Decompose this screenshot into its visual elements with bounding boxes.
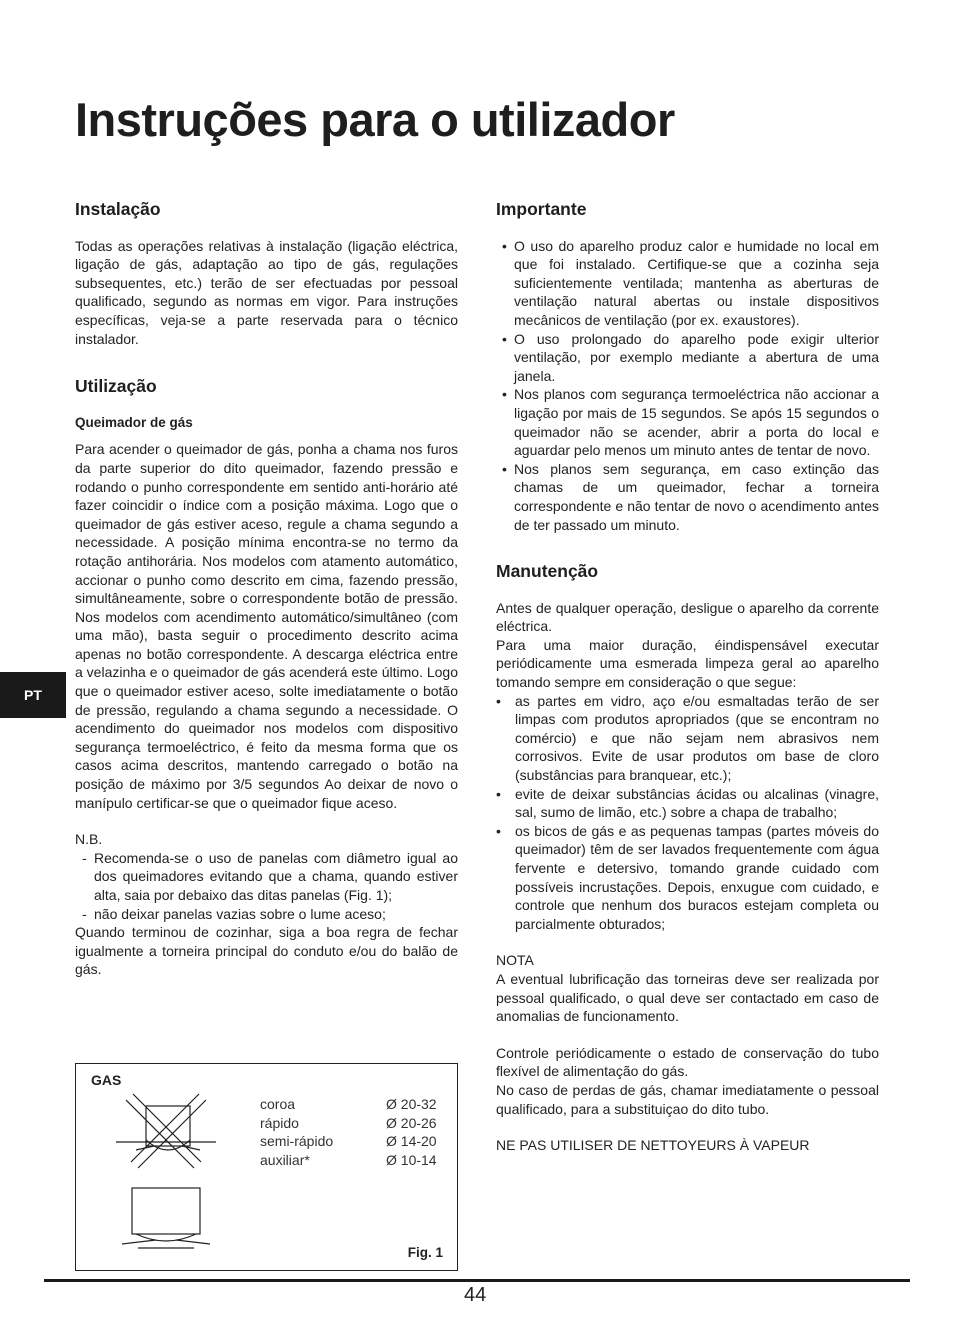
closing-text: Quando terminou de cozinhar, siga a boa regra de fechar igualmente a torneira principal do conduto e/ou do balão de gás. [75,924,458,978]
important-item: • O uso prolongado do aparelho pode exigir ulterior ventilação, por exemplo mediante a abertura de uma janela. [496,330,879,386]
burner-name: semi-rápido [260,1133,334,1150]
maintenance-item: • os bicos de gás e as pequenas tampas (partes móveis do queimador) têm de ser lavados frequentemente com água fervente e detersivo, tomando grande cuidado com possíveis incrustações. Depois, enxugue com cuidado, e controle que nenhum dos buracos estejam completa ou parcialmente obturados; [496,822,879,934]
burner-pan-illustration [76,1064,256,1270]
maintenance-list [496,692,879,934]
important-item: • O uso do aparelho produz calor e humidade no local em que foi instalado. Certifique-se que a cozinha seja suficientemente ventilada; mantenha as aberturas de ventilação natural abertas ou instale dispositivos mecânicos de ventilação (por ex. exaustores). [496,237,879,330]
control-text-1: Controle periódicamente o estado de conservação do tubo flexível de alimentação do gás. [496,1044,879,1080]
right-column [496,200,879,1155]
burner-row [260,1151,444,1170]
burner-row [260,1095,444,1114]
burner-row [260,1132,444,1151]
burner-diameter-table [260,1095,444,1169]
burner-diameter: Ø 10-14 [386,1151,437,1168]
burner-diameter: Ø 14-20 [386,1133,437,1150]
nota-label: NOTA [496,952,534,969]
maintenance-heading: Manutenção [496,561,599,582]
nota-text: A eventual lubrificação das torneiras deve ser realizada por pessoal qualificado, o qual deve ser contactado em caso de anomalias de funcionamento. [496,970,879,1025]
important-item: • Nos planos sem segurança, em caso extinção das chamas de um queimador, fechar a torneira correspondente e não tentar de novo o acendimento antes de ter passado um minuto. [496,460,879,534]
footer-rule [44,1279,910,1282]
burner-diameter: Ø 20-32 [386,1096,437,1112]
nb-list [75,849,458,923]
important-item: • Nos planos com segurança termoeléctrica não accionar a ligação por mais de 15 segundos. Se após 15 segundos o queimador não se acender, abrir a porta do local e aguardar pelo menos um minuto antes de tentar de novo. [496,385,879,459]
use-heading: Utilização [75,376,157,397]
page-title: Instruções para o utilizador [75,93,675,146]
installation-heading: Instalação [75,199,161,219]
burner-row [260,1114,444,1133]
nb-item: - não deixar panelas vazias sobre o lume aceso; [75,905,458,924]
maintenance-intro-2: Para uma maior duração, éindispensável executar periódicamente uma esmerada limpeza geral ao aparelho tomando sempre em consideração o que segue: [496,636,879,691]
left-column [75,200,458,979]
maintenance-intro-1: Antes de qualquer operação, desligue o aparelho da corrente eléctrica. [496,599,879,635]
steam-warning: NE PAS UTILISER DE NETTOYEURS À VAPEUR [496,1137,810,1154]
nb-item: - Recomenda-se o uso de panelas com diâmetro igual ao dos queimadores evitando que a chama, quando estiver alta, saia por debaixo das ditas panelas (Fig. 1); [75,849,458,905]
page-number: 44 [464,1284,487,1306]
nb-label: N.B. [75,831,103,848]
figure-caption: Fig. 1 [407,1245,443,1260]
maintenance-item: • evite de deixar substâncias ácidas ou alcalinas (vinagre, sal, sumo de limão, etc.) sobre a chapa de trabalho; [496,785,879,822]
maintenance-item: • as partes em vidro, aço e/ou esmaltadas terão de ser limpas com produtos apropriados (que se encontram no comércio) e que não sejam nem abrasivos nem corrosivos. Evite de usar produtos om base de cloro (substâncias para branquear, etc.); [496,692,879,785]
figure-title: GAS [91,1072,122,1088]
burner-name: rápido [260,1114,299,1131]
figure-gas-burners [75,1063,458,1271]
control-text-2: No caso de perdas de gás, chamar imediatamente o pessoal qualificado, para a substituiçao do dito tubo. [496,1081,879,1117]
burner-diameter: Ø 20-26 [386,1114,437,1131]
important-list [496,237,879,535]
gas-burner-subheading: Queimador de gás [75,414,193,430]
important-heading: Importante [496,199,587,219]
burner-name: auxiliar* [260,1151,310,1168]
language-tab: PT [0,672,66,718]
use-text: Para acender o queimador de gás, ponha a chama nos furos da parte superior do dito queimador, fazendo pressão e rodando o punho correspondente em sentido anti-horário até fazer coincidir o índice com a posição máxima. Logo que o queimador de gás estiver aceso, regule a chama segundo a necessidade. A posição mínima encontra-se no termo da rotação antihorária. Nos modelos com atamento automático, accionar o punho como descrito em cima, fazendo pressão, simultâneamente, sobre o correspondente botão de pressão. Nos modelos com acendimento automático/simultâneo (com uma mão), basta seguir o procedimento descrito acima apenas no botão correspondente. A descarga eléctrica entre a velazinha e o queimador de gás acenderá este último. Logo que o queimador estiver aceso, solte imediatamente o botão de pressão, regulando a chama segundo a necessidade. O acendimento do queimador nos modelos com dispositivo segurança termoeléctrico, é feito da mesma forma que os casos acima descritos, mantendo carregado o botão na posição de máximo por 3/5 segundos Ao deixar de novo o manípulo certificar-se que o queimador fique aceso. [75,441,458,811]
burner-name: coroa [260,1096,296,1112]
installation-text: Todas as operações relativas à instalação (ligação eléctrica, ligação de gás, adaptação ao tipo de gás, regulações subsequentes, etc.) terão de ser efectuadas por pessoal qualificado, segundo as normas em vigor. Para instruções específicas, veja-se a parte reservada para o técnico instalador. [75,237,458,347]
